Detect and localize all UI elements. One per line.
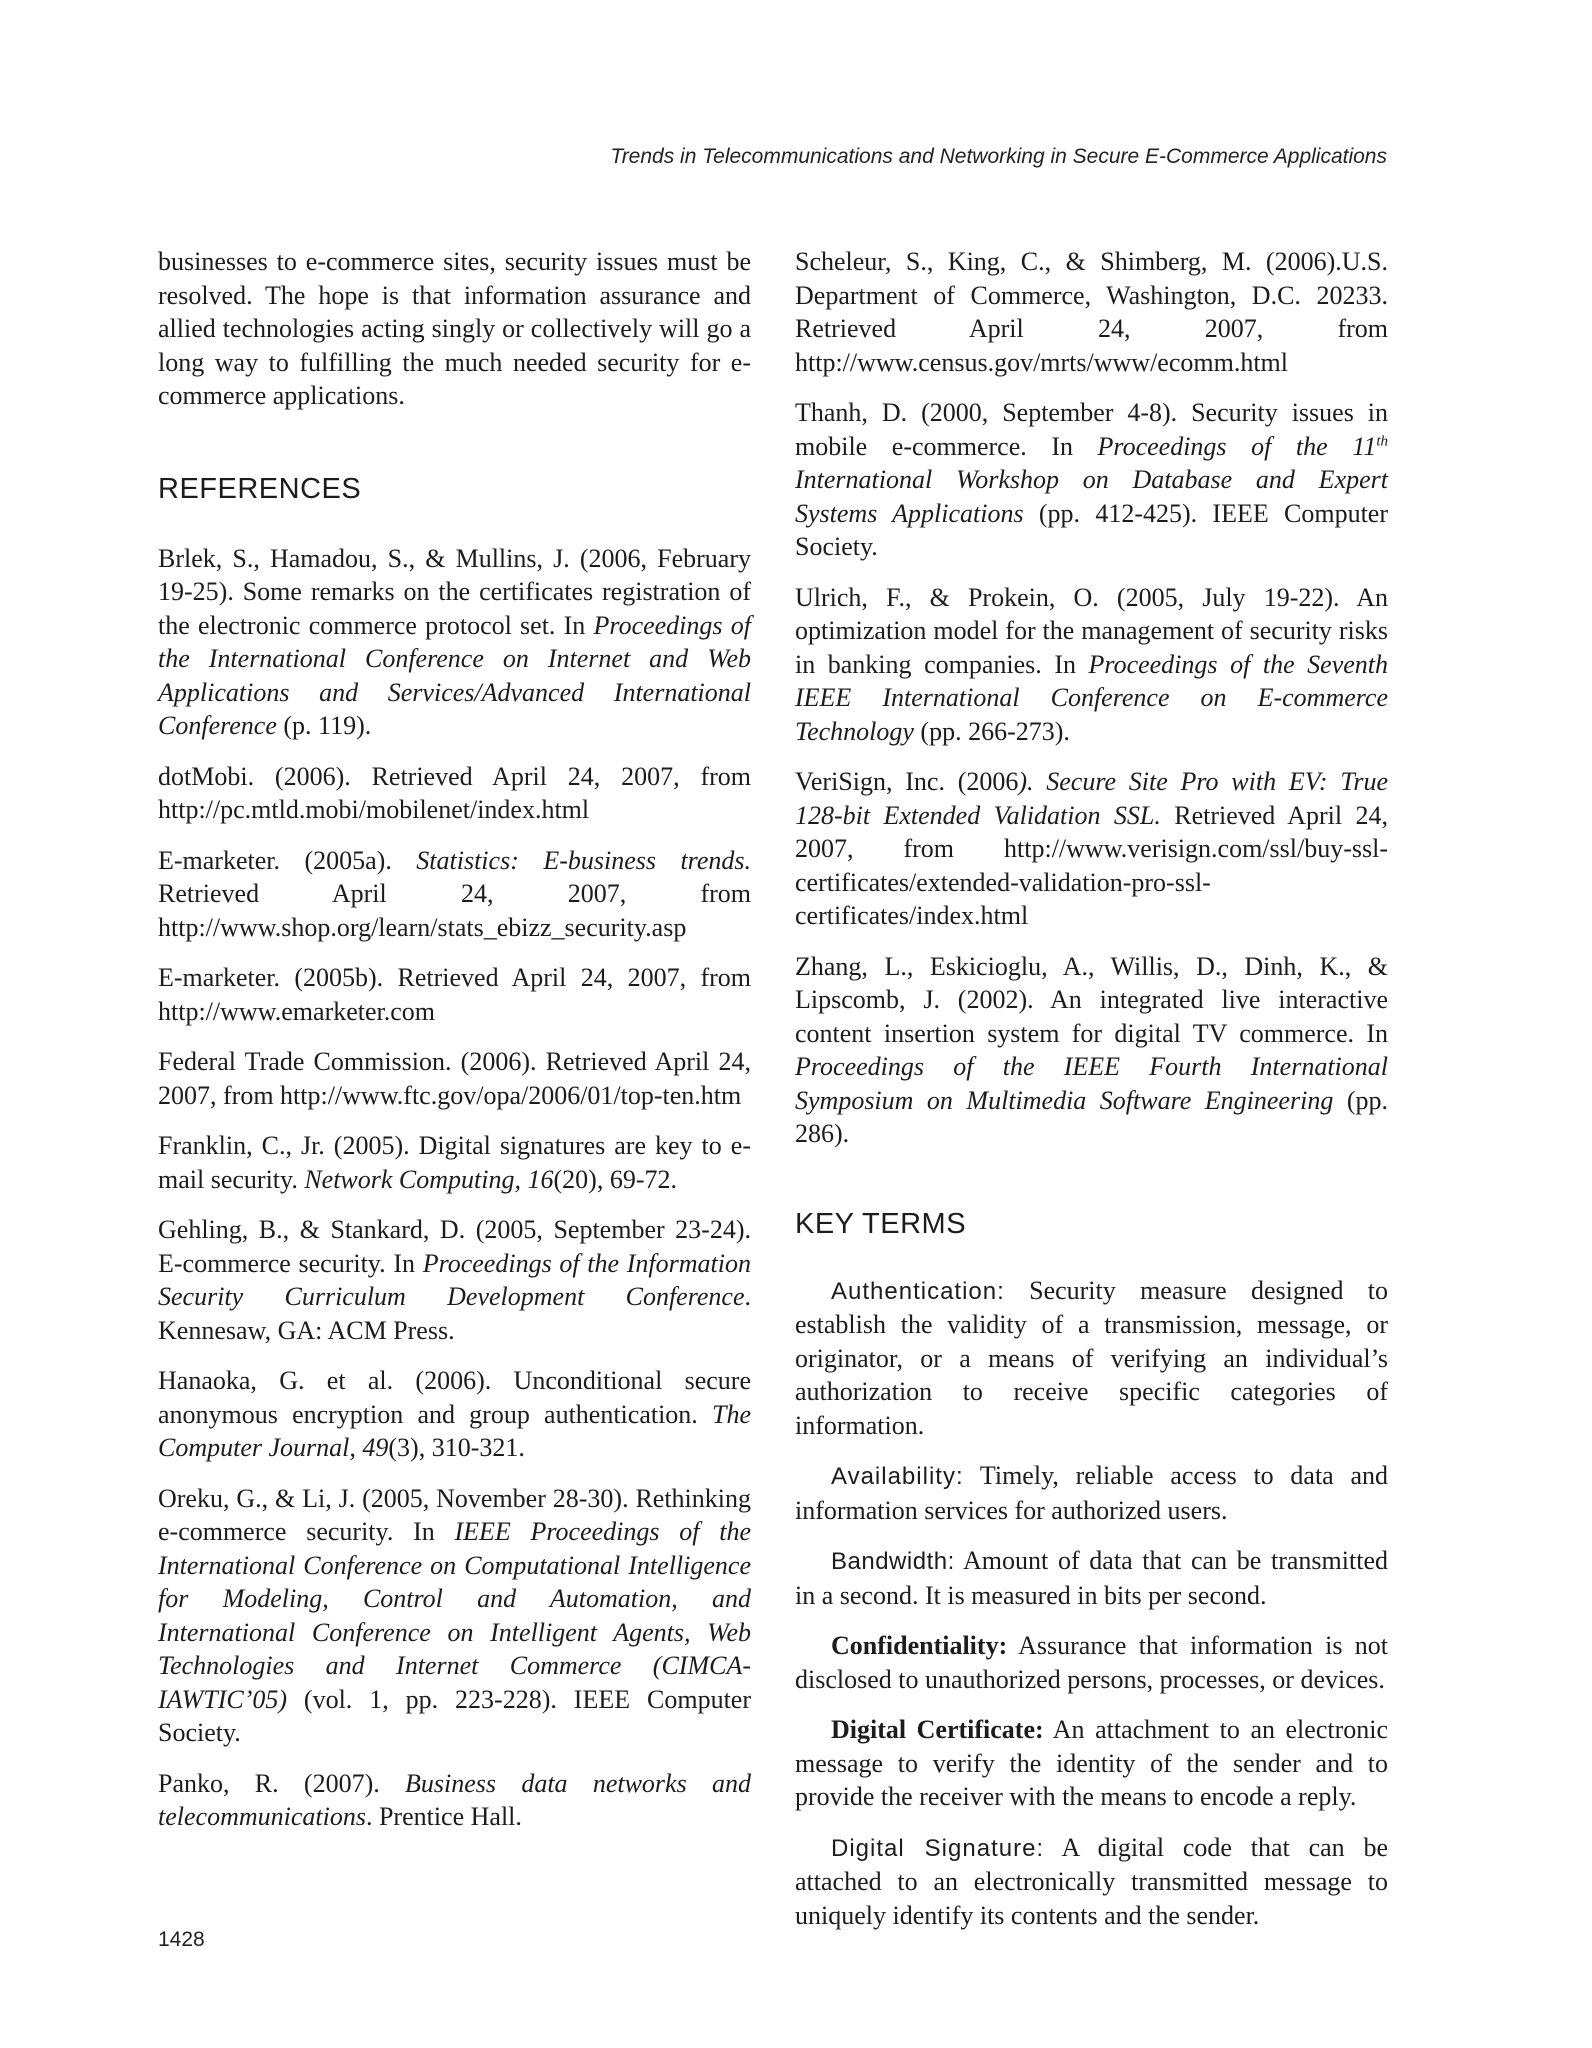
reference-entry: Panko, R. (2007). Business data networks and telecommunications. Prentice Hall. — [158, 1768, 751, 1831]
key-term: Availability: Timely, reliable access to data and information services for authorized users. — [795, 1461, 1388, 1525]
page-number: 1428 — [158, 1928, 205, 1951]
reference-entry: Gehling, B., & Stankard, D. (2005, September 23-24). E-commerce security. In Proceedings of the Information Security Curriculum Development Conference. Kennesaw, GA: ACM Press. — [158, 1215, 751, 1345]
key-terms-heading: KEY TERMS — [795, 1207, 967, 1240]
reference-entry: E-marketer. (2005a). Statistics: E-business trends. Retrieved April 24, 2007, from http://www.shop.org/learn/stats_ebizz_security.asp — [158, 845, 751, 942]
key-term: Digital Certificate: An attachment to an electronic message to verify the identity of the sender and to provide the receiver with the means to encode a reply. — [795, 1715, 1389, 1811]
reference-entry: Federal Trade Commission. (2006). Retrieved April 24, 2007, from http://www.ftc.gov/opa/2006/01/top-ten.htm — [158, 1047, 751, 1110]
reference-entry: Ulrich, F., & Prokein, O. (2005, July 19-22). An optimization model for the management of security risks in banking companies. In Proceedings of the Seventh IEEE International Conference on E-commerce Technology (pp. 266-273). — [795, 582, 1388, 746]
key-term-label: Digital Signature: — [831, 1834, 1045, 1862]
key-term: Confidentiality: Assurance that information is not disclosed to unauthorized persons, processes, or devices. — [795, 1631, 1388, 1694]
reference-entry: VeriSign, Inc. (2006). Secure Site Pro with EV: True 128-bit Extended Validation SSL. Retrieved April 24, 2007, from http://www.verisign.com/ssl/buy-ssl-certificates/extended-validation-pro-ssl-certificates/index.html — [795, 767, 1389, 930]
left-column — [158, 245, 751, 1851]
running-head: Trends in Telecommunications and Networking in Secure E-Commerce Applications — [610, 145, 1387, 168]
references-heading: REFERENCES — [158, 472, 362, 505]
key-term: Bandwidth: Amount of data that can be transmitted in a second. It is measured in bits per second. — [795, 1546, 1388, 1610]
key-term-label: Authentication: — [831, 1277, 1005, 1305]
intro-paragraph: businesses to e-commerce sites, security issues must be resolved. The hope is that information assurance and allied technologies acting singly or collectively will go a long way to fulfilling the much needed security for e-commerce applications. — [158, 247, 751, 410]
reference-entry: Hanaoka, G. et al. (2006). Unconditional secure anonymous encryption and group authentication. The Computer Journal, 49(3), 310-321. — [158, 1366, 751, 1462]
right-column — [795, 245, 1388, 1949]
reference-entry: dotMobi. (2006). Retrieved April 24, 2007, from http://pc.mtld.mobi/mobilenet/index.html — [158, 761, 751, 824]
reference-entry: Thanh, D. (2000, September 4-8). Security issues in mobile e-commerce. In Proceedings of the 11th International Workshop on Database and Expert Systems Applications (pp. 412-425). IEEE Computer Society. — [795, 398, 1389, 561]
key-term: Authentication: Security measure designed to establish the validity of a transmission, message, or originator, or a means of verifying an individual’s authorization to receive specific categories of information. — [795, 1275, 1388, 1440]
reference-entry: Franklin, C., Jr. (2005). Digital signatures are key to e-mail security. Network Computing, 16(20), 69-72. — [158, 1131, 751, 1194]
key-term: Digital Signature: A digital code that can be attached to an electronically transmitted message to uniquely identify its contents and the sender. — [795, 1832, 1389, 1930]
reference-entry: E-marketer. (2005b). Retrieved April 24, 2007, from http://www.emarketer.com — [158, 963, 751, 1026]
key-term-label: Digital Certificate: — [831, 1715, 1044, 1744]
reference-entry: Oreku, G., & Li, J. (2005, November 28-30). Rethinking e-commerce security. In IEEE Proceedings of the International Conference on Computational Intelligence for Modeling, Control and Automation, and International Conference on Intelligent Agents, Web Technologies and Internet Commerce (CIMCA-IAWTIC’05) (vol. 1, pp. 223-228). IEEE Computer Society. — [158, 1483, 751, 1747]
reference-entry: Zhang, L., Eskicioglu, A., Willis, D., Dinh, K., & Lipscomb, J. (2002). An integrated live interactive content insertion system for digital TV commerce. In Proceedings of the IEEE Fourth International Symposium on Multimedia Software Engineering (pp. 286). — [795, 951, 1388, 1148]
key-term-label: Availability: — [831, 1463, 964, 1490]
key-term-label: Confidentiality: — [831, 1631, 1008, 1660]
reference-entry: Scheleur, S., King, C., & Shimberg, M. (2006).U.S. Department of Commerce, Washington, D.C. 20233. Retrieved April 24, 2007, from http://www.census.gov/mrts/www/ecomm.html — [795, 247, 1388, 377]
key-term-label: Bandwidth: — [831, 1548, 955, 1575]
reference-entry: Brlek, S., Hamadou, S., & Mullins, J. (2006, February 19-25). Some remarks on the certificates registration of the electronic commerce protocol set. In Proceedings of the International Conference on Internet and Web Applications and Services/Advanced International Conference (p. 119). — [158, 543, 751, 740]
